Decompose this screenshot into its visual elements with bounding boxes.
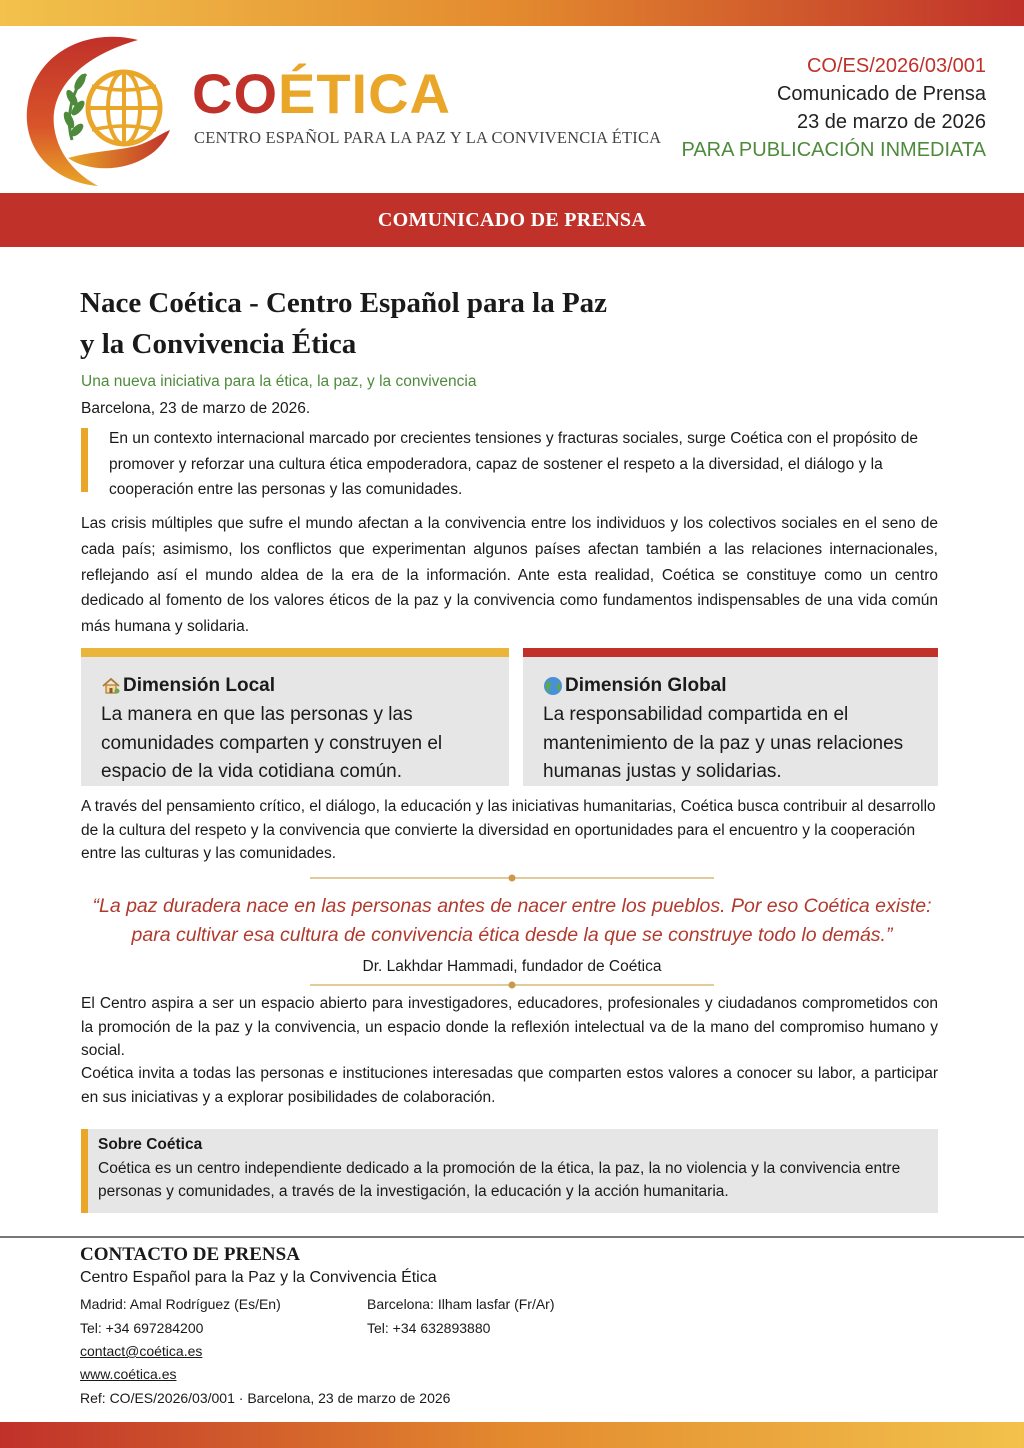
release-date: 23 de marzo de 2026 xyxy=(796,111,986,133)
quote-ornament-bottom xyxy=(310,980,714,990)
press-release-banner: COMUNICADO DE PRENSA xyxy=(0,193,1024,247)
dimension-global-title-row xyxy=(543,673,918,699)
body-paragraph-2: A través del pensamiento crítico, el diálogo, la educación y las iniciativas humanitarias, Coética busca contribuir al desarrollo de la cultura del respeto y la convivencia que convierte la diversidad en oportunidades para el encuentro y la cooperación entre las culturas y las comunidades. xyxy=(81,798,936,862)
body-paragraph-4: Coética invita a todas las personas e instituciones interesadas que comparten estos valores a conocer su labor, a participar en sus iniciativas y a explorar posibilidades de colaboración. xyxy=(81,1065,938,1106)
footer-reference: Ref: CO/ES/2026/03/001 · Barcelona, 23 de marzo de 2026 xyxy=(80,1390,451,1406)
dimension-local-title: Dimensión Local xyxy=(123,675,276,696)
contact-tel-barcelona: Tel: +34 632893880 xyxy=(367,1320,491,1336)
about-box xyxy=(81,1129,938,1213)
lead-paragraph: En un contexto internacional marcado por crecientes tensiones y fracturas sociales, surge Coética con el propósito de promover y reforzar una cultura ética empoderadora, capaz de sostener el respeto a la diversidad, el diálogo y la cooperación entre las personas y las comunidades. xyxy=(109,430,919,498)
contact-barcelona: Barcelona: Ilham lasfar (Fr/Ar) xyxy=(367,1296,555,1312)
brand-name xyxy=(192,62,451,126)
about-text: Coética es un centro independiente dedicado a la promoción de la ética, la paz, la no violencia y la convivencia entre personas y comunidades, a través de la investigación, la educación y la acción humanitaria. xyxy=(98,1159,901,1200)
headline-line2: y la Convivencia Ética xyxy=(80,328,357,360)
dimension-local-title-row xyxy=(101,673,489,699)
release-kind: Comunicado de Prensa xyxy=(776,83,986,105)
contact-tel-madrid: Tel: +34 697284200 xyxy=(80,1320,204,1336)
body-paragraph-1: Las crisis múltiples que sufre el mundo afectan a la convivencia entre los individuos y los colectivos sociales en el seno de cada país; asimismo, los conflictos que experimentan algunos países afectan también a las relaciones internacionales, reflejando así el mundo aldea de la era de la información. Ante esta realidad, Coética se constituye como un centro dedicado al fomento de los valores éticos de la paz y la convivencia como fundamentos indispensables de una vida común más humana y solidaria. xyxy=(81,515,938,636)
release-meta xyxy=(681,52,986,164)
pull-quote: “La paz duradera nace en las personas antes de nacer entre los pueblos. Por eso Coética existe: para cultivar esa cultura de convivencia ética desde la que se construye todo lo demás.” xyxy=(92,895,932,946)
bottom-gradient-bar xyxy=(0,1422,1024,1448)
body-paragraph-3: El Centro aspira a ser un espacio abierto para investigadores, educadores, profesionales y ciudadanos comprometidos con la promoción de la paz y la convivencia, un espacio donde la reflexión intelectual va de la mano del compromiso humano y social. xyxy=(81,995,938,1059)
dimension-local-text: La manera en que las personas y las comunidades comparten y construyen el espacio de la vida cotidiana común. xyxy=(101,704,443,782)
contact-email-link[interactable]: contact@coética.es xyxy=(80,1343,203,1359)
brand-subtitle: CENTRO ESPAÑOL PARA LA PAZ Y LA CONVIVENCIA ÉTICA xyxy=(194,128,662,147)
dimension-global-text: La responsabilidad compartida en el mantenimiento de la paz y unas relaciones humanas justas y solidarias. xyxy=(543,704,904,782)
house-icon xyxy=(101,676,121,696)
quote-ornament-top xyxy=(310,873,714,883)
dateline: Barcelona, 23 de marzo de 2026. xyxy=(81,400,311,417)
dimension-global-title: Dimensión Global xyxy=(565,675,727,696)
coetica-logo-icon xyxy=(20,30,185,190)
contact-title: CONTACTO DE PRENSA xyxy=(80,1244,300,1265)
release-embargo: PARA PUBLICACIÓN INMEDIATA xyxy=(681,139,986,161)
dimension-local-card xyxy=(81,648,509,786)
about-title: Sobre Coética xyxy=(98,1136,203,1153)
dimension-global-card xyxy=(523,648,938,786)
contact-madrid: Madrid: Amal Rodríguez (Es/En) xyxy=(80,1296,281,1312)
footer-divider xyxy=(0,1236,1024,1238)
release-reference: CO/ES/2026/03/001 xyxy=(806,55,986,77)
contact-website-link[interactable]: www.coética.es xyxy=(80,1366,177,1382)
globe-icon xyxy=(543,676,563,696)
brand-name-part1: CO xyxy=(192,62,278,125)
quote-author: Dr. Lakhdar Hammadi, fundador de Coética xyxy=(362,958,662,975)
subheadline: Una nueva iniciativa para la ética, la paz, y la convivencia xyxy=(81,373,477,390)
contact-organization: Centro Español para la Paz y la Convivencia Ética xyxy=(80,1269,437,1286)
top-gradient-bar xyxy=(0,0,1024,26)
brand-name-part2: ÉTICA xyxy=(278,62,451,125)
headline-line1: Nace Coética - Centro Español para la Paz xyxy=(80,287,608,319)
headline xyxy=(80,283,720,365)
